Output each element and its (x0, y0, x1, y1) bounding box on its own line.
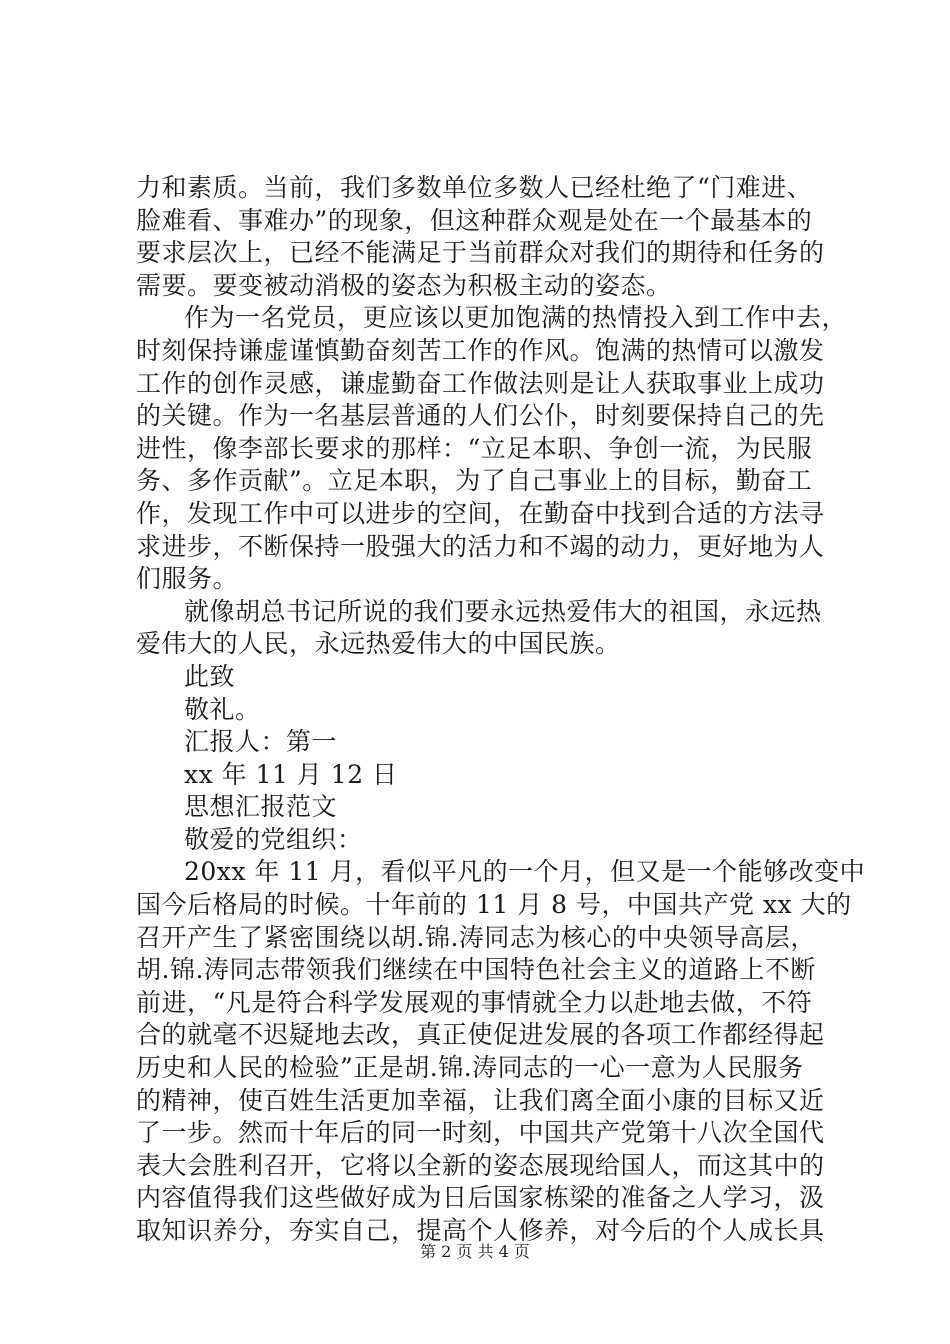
text-line: 敬礼。 (184, 694, 261, 724)
text-line: 此致 (184, 661, 236, 691)
text-line: 作，发现工作中可以进步的空间，在勤奋中找到合适的方法寻 (136, 498, 825, 528)
text-line: 胡.锦.涛同志带领我们继续在中国特色社会主义的道路上不断 (136, 955, 816, 985)
text-line: 历史和人民的检验”正是胡.锦.涛同志的一心一意为人民服务 (136, 1053, 804, 1083)
text-line: 工作的创作灵感，谦虚勤奋工作做法则是让人获取事业上成功 (136, 368, 825, 398)
text-line: 国今后格局的时候。十年前的 11 月 8 号，中国共产党 xx 大的 (136, 890, 852, 920)
text-line: 务、多作贡献”。立足本职，为了自己事业上的目标，勤奋工 (136, 466, 813, 496)
text-line: 要求层次上，已经不能满足于当前群众对我们的期待和任务的 (136, 238, 825, 268)
document-body (136, 172, 866, 1248)
text-line: 20xx 年 11 月，看似平凡的一个月，但又是一个能够改变中 (184, 857, 866, 887)
text-line: 的关键。作为一名基层普通的人们公仆，时刻要保持自己的先 (136, 401, 825, 431)
text-line: 内容值得我们这些做好成为日后国家栋梁的准备之人学习，汲 (136, 1183, 825, 1213)
text-line: 表大会胜利召开，它将以全新的姿态展现给国人，而这其中的 (136, 1150, 825, 1180)
text-line: 时刻保持谦虚谨慎勤奋刻苦工作的作风。饱满的热情可以激发 (136, 335, 825, 365)
text-line: 作为一名党员，更应该以更加饱满的热情投入到工作中去， (184, 303, 848, 333)
page-number-footer: 第 2 页 共 4 页 (420, 1242, 530, 1261)
text-line: 进性，像李部长要求的那样：“立足本职、争创一流，为民服 (136, 433, 813, 463)
text-line: 爱伟大的人民，永远热爱伟大的中国民族。 (136, 629, 621, 659)
text-line: 取知识养分，夯实自己，提高个人修养，对今后的个人成长具 (136, 1216, 825, 1245)
text-line: 了一步。然而十年后的同一时刻，中国共产党第十八次全国代 (136, 1118, 825, 1148)
text-line: 就像胡总书记所说的我们要永远热爱伟大的祖国，永远热 (184, 596, 822, 626)
text-line: 合的就毫不迟疑地去改，真正使促进发展的各项工作都经得起 (136, 1020, 825, 1050)
text-line: 的精神，使百姓生活更加幸福，让我们离全面小康的目标又近 (136, 1085, 825, 1115)
text-line: 脸难看、事难办”的现象，但这种群众观是处在一个最基本的 (136, 205, 813, 235)
text-line: 求进步，不断保持一股强大的活力和不竭的动力，更好地为人 (136, 531, 825, 561)
text-line: 思想汇报范文 (184, 792, 338, 822)
text-line: 前进，“凡是符合科学发展观的事情就全力以赴地去做，不符 (136, 987, 813, 1017)
text-line: 们服务。 (136, 564, 239, 594)
text-line: xx 年 11 月 12 日 (184, 759, 398, 789)
text-line: 需要。要变被动消极的姿态为积极主动的姿态。 (136, 270, 672, 300)
text-line: 召开产生了紧密围绕以胡.锦.涛同志为核心的中央领导高层， (136, 922, 816, 952)
text-line: 汇报人：第一 (184, 727, 338, 757)
text-line: 力和素质。当前，我们多数单位多数人已经杜绝了“门难进、 (136, 173, 813, 202)
text-line: 敬爱的党组织： (184, 824, 363, 854)
